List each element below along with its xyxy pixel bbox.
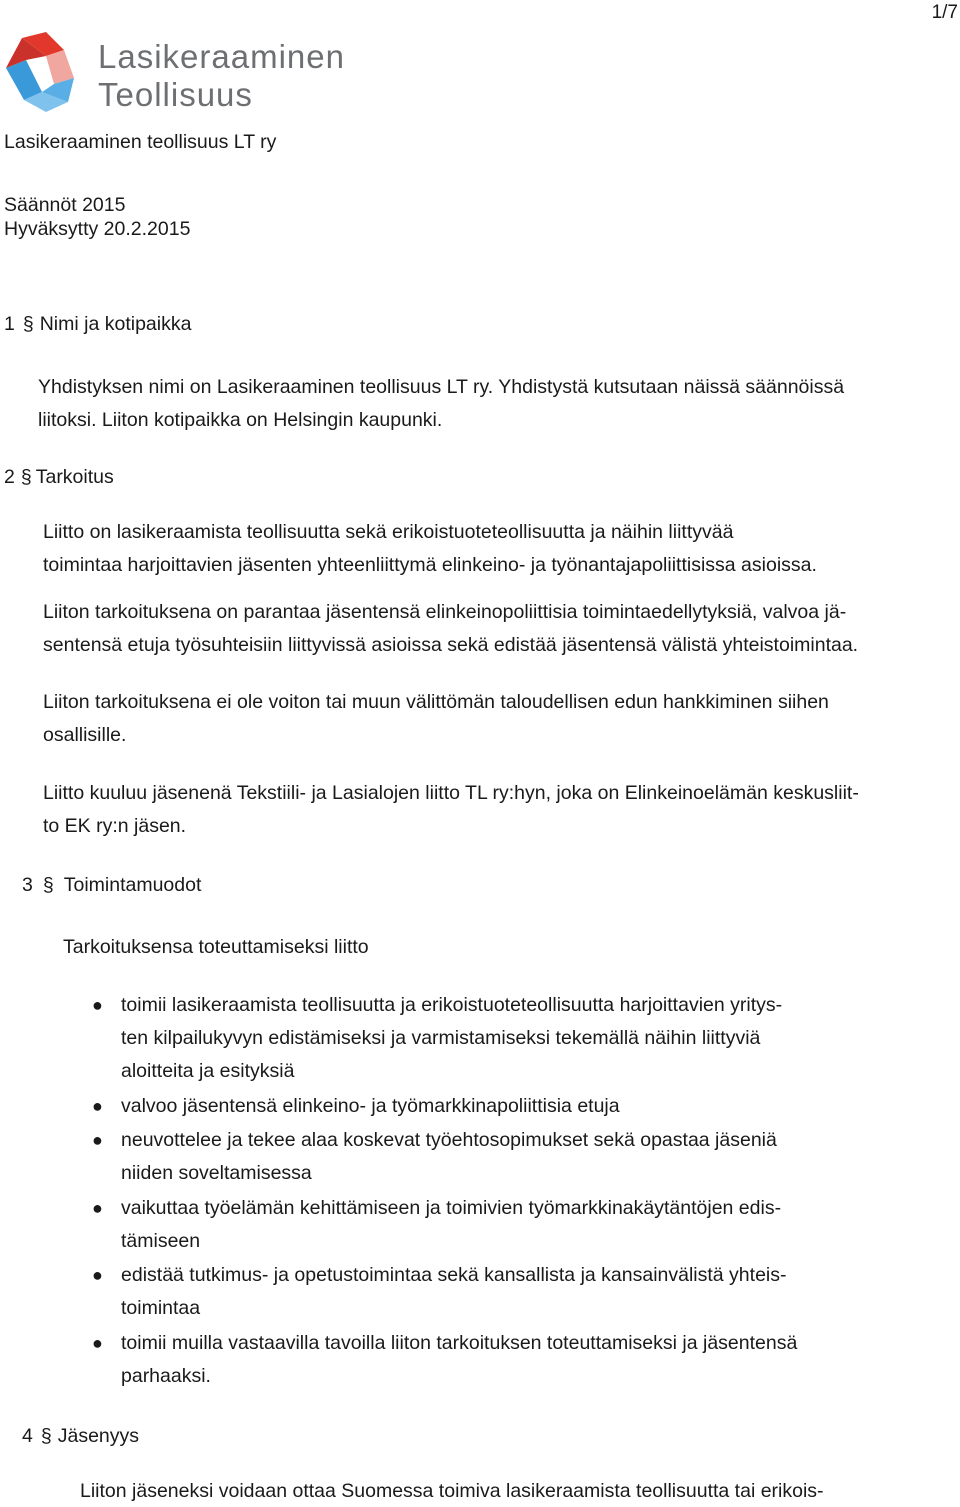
text-line: osallisille. <box>43 724 127 746</box>
section-title: Jäsenyys <box>57 1425 140 1447</box>
text-line: toimii muilla vastaavilla tavoilla liiton tarkoituksen toteuttamiseksi ja jäsentensä <box>121 1332 798 1354</box>
section-sign: § <box>22 313 34 335</box>
text-line: niiden soveltamisessa <box>121 1162 312 1184</box>
text-line: liitoksi. Liiton kotipaikka on Helsingin kaupunki. <box>38 409 443 431</box>
section-1-heading <box>4 312 191 336</box>
logo-text-line1: Lasikeraaminen <box>98 38 345 75</box>
text-line: Liitto kuuluu jäsenenä Tekstiili- ja Lasialojen liitto TL ry:hyn, joka on Elinkeinoelämän keskusliit- <box>43 782 859 804</box>
section-3-bullet-list <box>92 989 921 1389</box>
text-line: vaikuttaa työelämän kehittämiseen ja toimivien työmarkkinakäytäntöjen edis- <box>121 1197 782 1219</box>
text-line: toimii lasikeraamista teollisuutta ja erikoistuoteteollisuutta harjoittavien yritys- <box>121 994 783 1016</box>
text-line: ten kilpailukyvyn edistämiseksi ja varmistamiseksi tekemällä näihin liittyviä <box>121 1027 761 1049</box>
text-line: aloitteita ja esityksiä <box>121 1060 295 1082</box>
section-1-text <box>38 371 844 437</box>
bullet-icon: ● <box>92 995 103 1015</box>
page-number: 1/7 <box>931 2 958 23</box>
text-line: Liiton tarkoituksena on parantaa jäsentensä elinkeinopoliittisia toimintaedellytyksiä, valvoa jä- <box>43 601 847 623</box>
list-item <box>92 1192 782 1258</box>
list-item <box>92 1124 777 1190</box>
text-line: Yhdistyksen nimi on Lasikeraaminen teollisuus LT ry. Yhdistystä kutsutaan näissä säännöissä <box>38 376 845 398</box>
approval-date: Hyväksytty 20.2.2015 <box>4 218 191 240</box>
bullet-icon: ● <box>92 1096 103 1116</box>
section-sign: § <box>40 1425 52 1447</box>
text-line: valvoo jäsentensä elinkeino- ja työmarkkinapoliittisia etuja <box>121 1095 620 1117</box>
bullet-icon: ● <box>92 1198 103 1218</box>
organization-name: Lasikeraaminen teollisuus LT ry <box>4 131 277 153</box>
section-2-paragraph-1 <box>43 516 817 582</box>
text-line: Liiton tarkoituksena ei ole voiton tai muun välittömän taloudellisen edun hankkiminen siihen <box>43 691 829 713</box>
section-3-heading <box>22 873 201 897</box>
list-item <box>92 1327 798 1393</box>
section-number: 2 <box>4 466 15 488</box>
section-2-paragraph-3 <box>43 686 829 752</box>
section-title: Toimintamuodot <box>63 874 202 896</box>
text-line: tämiseen <box>121 1230 201 1252</box>
section-4-heading <box>22 1424 139 1448</box>
section-number: 4 <box>22 1425 33 1447</box>
list-item <box>92 1090 620 1123</box>
section-number: 3 <box>22 874 33 896</box>
text-line: parhaaksi. <box>121 1365 211 1387</box>
bullet-icon: ● <box>92 1130 103 1150</box>
text-line: toimintaa harjoittavien jäsenten yhteenliittymä elinkeino- ja työnantajapoliittisissa asioissa. <box>43 554 817 576</box>
section-4-text: Liiton jäseneksi voidaan ottaa Suomessa toimiva lasikeraamista teollisuutta tai erikois- <box>80 1480 824 1502</box>
bullet-icon: ● <box>92 1265 103 1285</box>
text-line: neuvottelee ja tekee alaa koskevat työehtosopimukset sekä opastaa jäseniä <box>121 1129 777 1151</box>
text-line: to EK ry:n jäsen. <box>43 815 187 837</box>
section-title: Nimi ja kotipaikka <box>39 313 192 335</box>
section-title: Tarkoitus <box>35 466 114 488</box>
section-3-intro: Tarkoituksensa toteuttamiseksi liitto <box>63 936 369 958</box>
section-sign: § <box>42 874 54 896</box>
list-item <box>92 989 783 1088</box>
section-2-heading <box>4 465 114 489</box>
bullet-icon: ● <box>92 1333 103 1353</box>
section-number: 1 <box>4 313 15 335</box>
logo-text-line2: Teollisuus <box>98 76 253 113</box>
text-line: edistää tutkimus- ja opetustoimintaa sekä kansallista ja kansainvälistä yhteis- <box>121 1264 787 1286</box>
text-line: Liitto on lasikeraamista teollisuutta sekä erikoistuoteteollisuutta ja näihin liittyvää <box>43 521 734 543</box>
section-2-paragraph-4 <box>43 777 859 843</box>
text-line: toimintaa <box>121 1297 201 1319</box>
section-2-paragraph-2 <box>43 596 858 662</box>
document-title: Säännöt 2015 <box>4 194 126 216</box>
section-sign: § <box>20 466 32 488</box>
text-line: sentensä etuja työsuhteisiin liittyvissä asioissa sekä edistää jäsentensä välistä yhteistoimintaa. <box>43 634 859 656</box>
logo-icon <box>2 32 82 116</box>
list-item <box>92 1259 787 1325</box>
